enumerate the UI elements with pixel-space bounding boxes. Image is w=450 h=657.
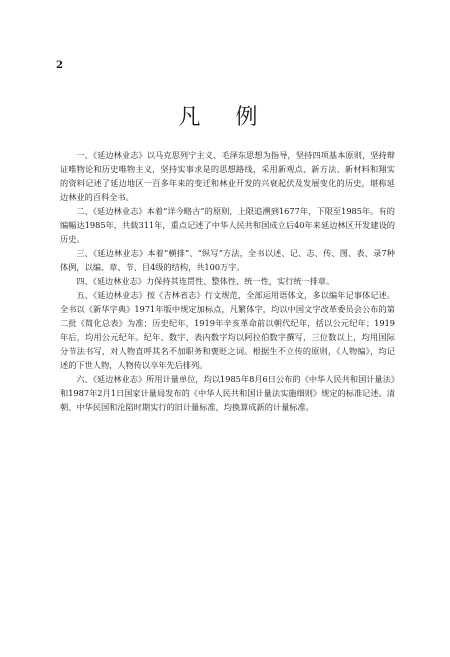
body-text: [60, 148, 395, 414]
paragraph-3: 三、《延边林业志》本着“横排”、“纵写”方法，全书以述、记、志、传、图、表、录7种体例，以编、章、节、目4级的结构，共100万字。: [60, 248, 395, 272]
paragraph-6: 六、《延边林业志》所用计量单位，均以1985年8月6日公布的《中华人民共和国计量法》和1987年2月1日国家计量局发布的《中华人民共和国计量法实施细则》规定的标准记述。清朝、中华民国和沦陷时期实行的旧计量标准，均换算成新的计量标准。: [60, 374, 395, 412]
paragraph-4: 四、《延边林业志》力保持其连贯性、整体性、统一性，实行统一排章。: [76, 276, 335, 286]
page-number: 2: [56, 60, 63, 71]
page-title: 凡 例: [178, 105, 272, 130]
paragraph-1: 一、《延边林业志》以马克思列宁主义、毛泽东思想为指导，坚持四项基本原则，坚持辩证唯物论和历史唯物主义，坚持实事求是的思想路线，采用新观点、新方法、新材料和翔实的资料记述了延边地区一百多年来的变迁和林业开发的兴衰起伏及发展变化的历史，堪称延边林业的百科全书。: [60, 150, 395, 202]
paragraph-5: 五、《延边林业志》按《吉林省志》行文规范，全部运用语体文，多以编年记事体记述。全书以《新华字典》1971年版中规定加标点，凡繁体字，均以中国文字改革委员会公布的第二批《简化总表》为准；历史纪年，1919年辛亥革命前以朝代纪年，括以公元纪年；1919年后，均用公元纪年。纪年、数字、表内数字均以阿拉伯数字撰写，三位数以上，均用国际分节法书写，对人物直呼其名不加职务和褒贬之词。根据生不立传的原则，《人物编》，均记述的下世人物，人物传以卒年先后排列。: [60, 290, 395, 370]
paragraph-2: 二、《延边林业志》本着“详今略古”的原则，上限追溯到1677年，下限至1985年。有的编幅达1985年，共载311年，重点记述了中华人民共和国成立后40年来延边林区开发建设的历史。: [60, 206, 395, 244]
